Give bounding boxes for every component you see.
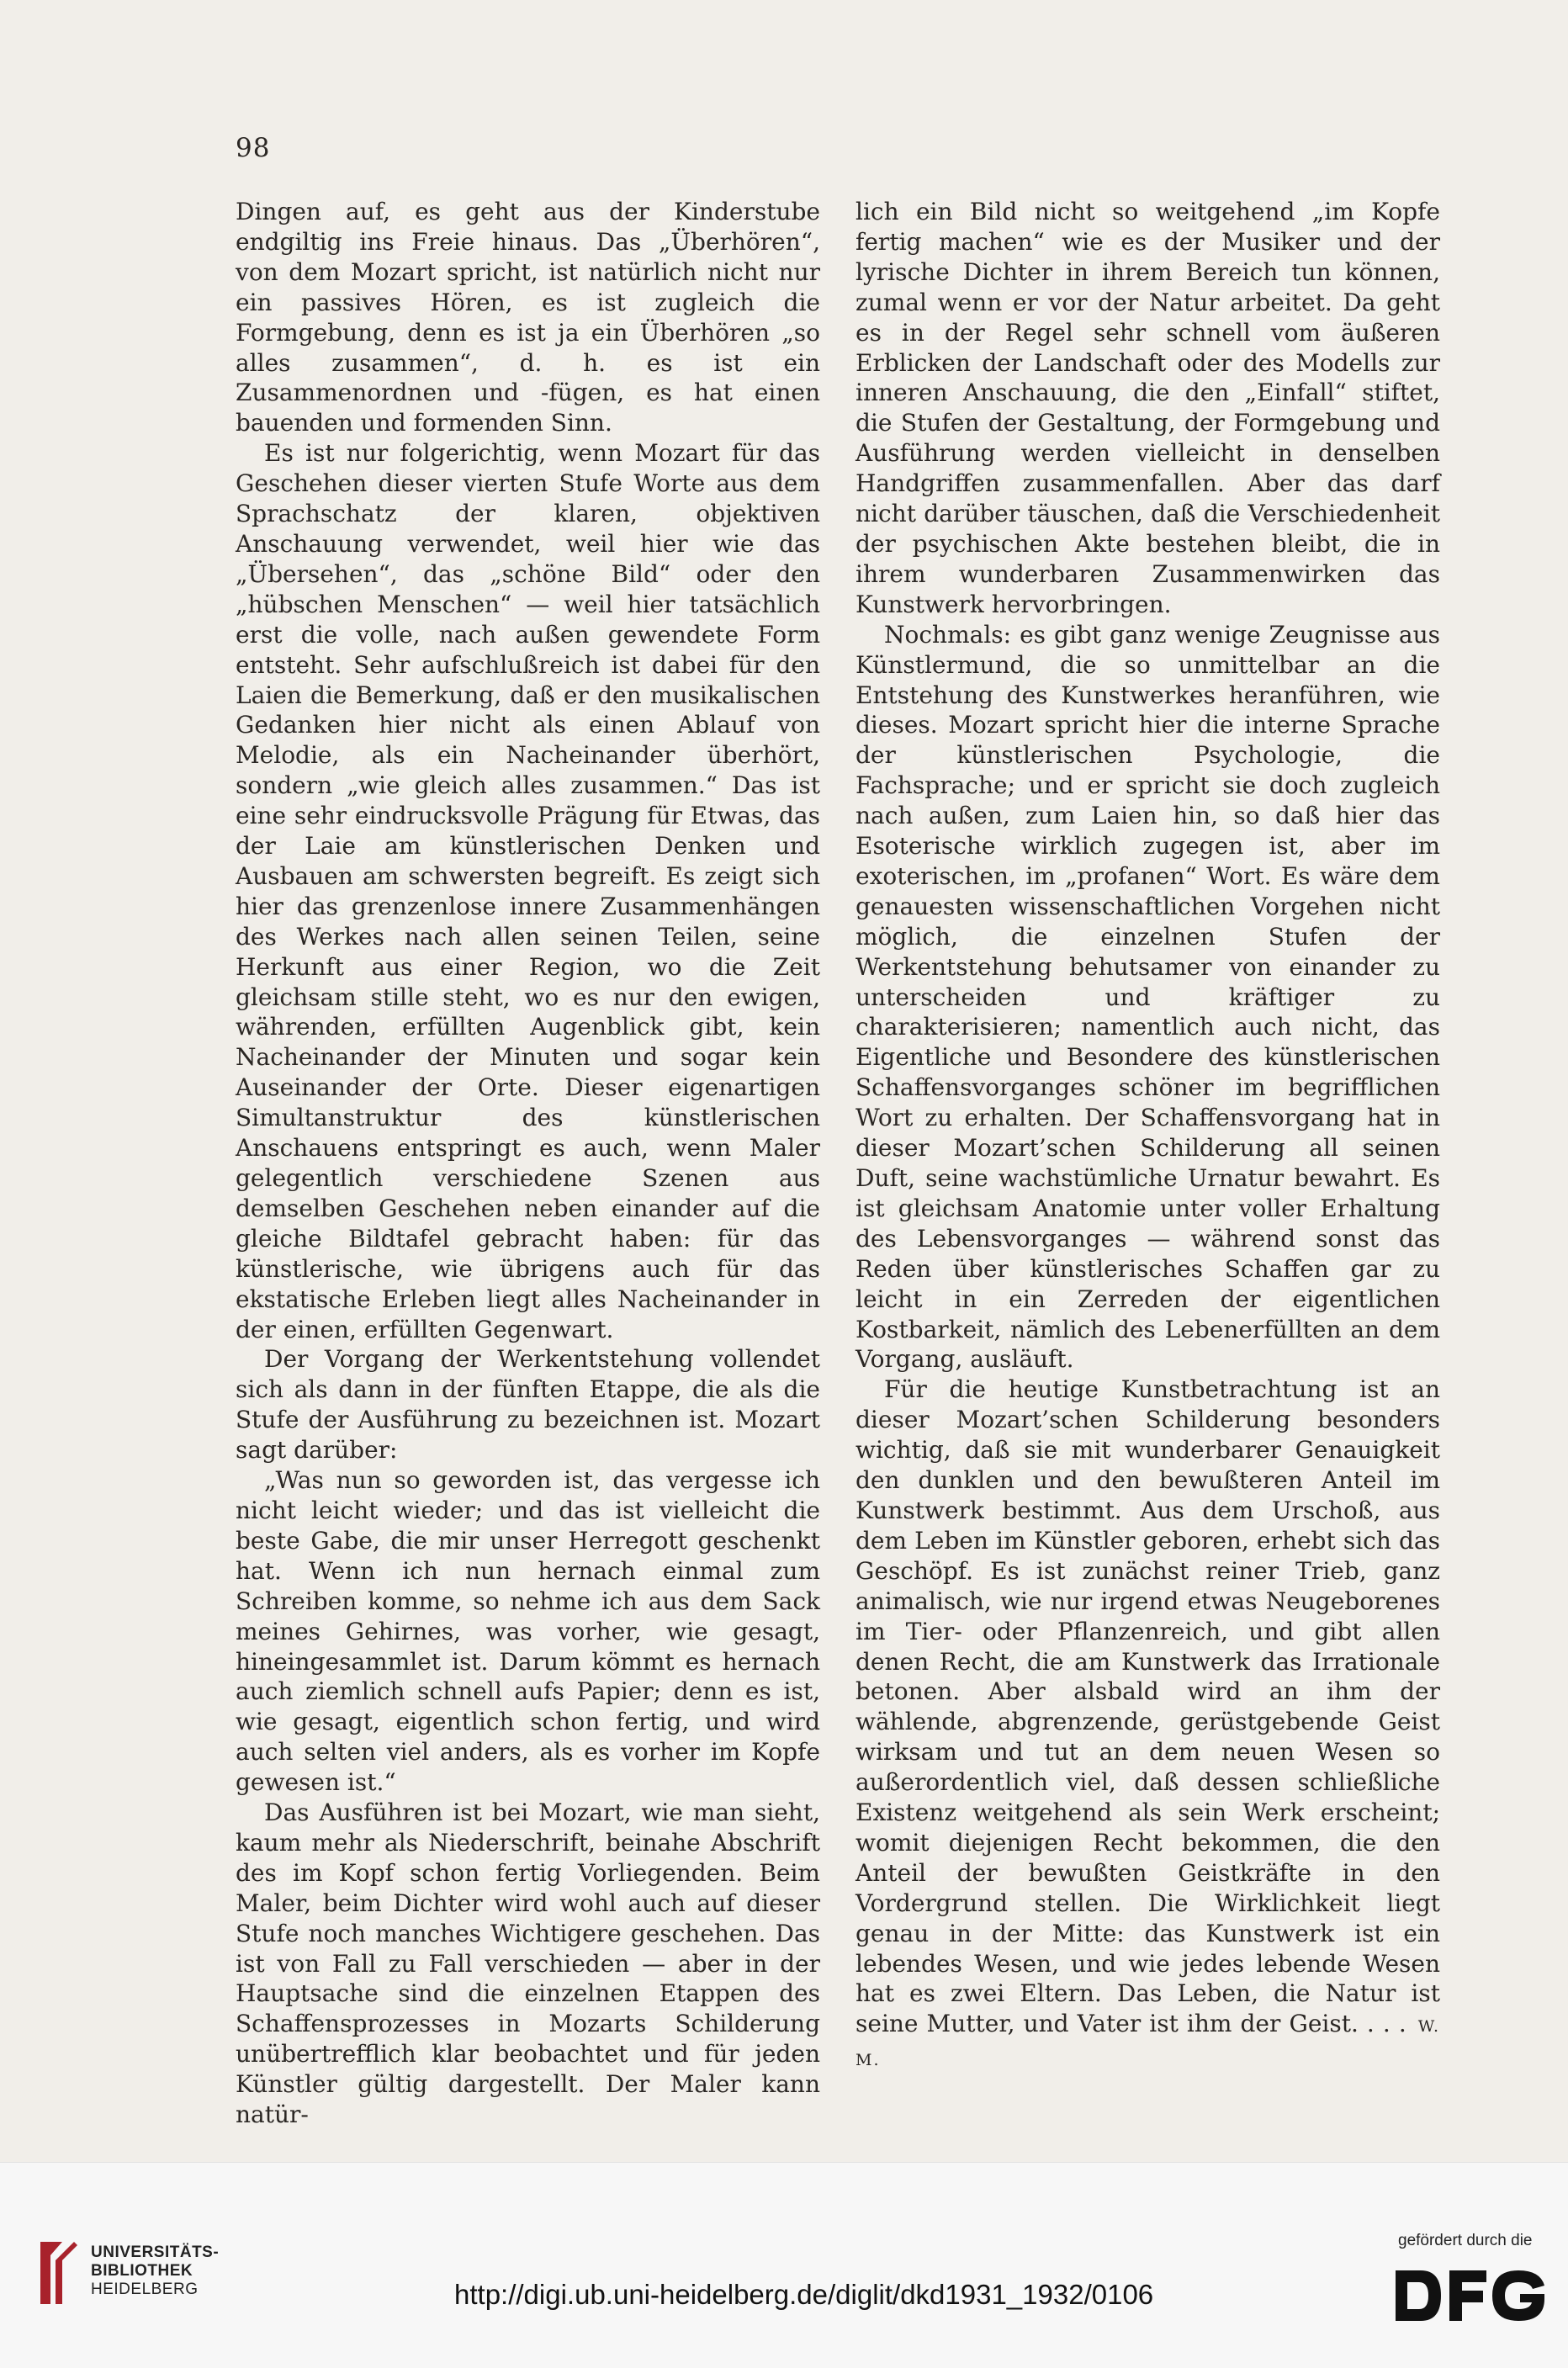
- ub-heidelberg-logo-icon: [34, 2237, 84, 2309]
- paragraph: Es ist nur folgerichtig, wenn Mozart für das Geschehen dieser vierten Stufe Worte aus dem Sprachschatz der klaren, objektiven Anschauung verwendet, weil hier wie das „Übersehen“, das „schöne Bild“ oder den „hübschen Menschen“ — weil hier tatsächlich erst die volle, nach außen gewendete Form entsteht. Sehr aufschlußreich ist dabei für den Laien die Bemerkung, daß er den musikalischen Gedanken hier nicht als einen Ablauf von Melodie, als ein Nacheinander überhört, sondern „wie gleich alles zusammen.“ Das ist eine sehr eindrucksvolle Prägung für Etwas, das der Laie am künstlerischen Denken und Ausbauen am schwersten begreift. Es zeigt sich hier das grenzenlose innere Zusammenhängen des Werkes nach allen seinen Teilen, seine Herkunft aus einer Region, wo die Zeit gleichsam stille steht, wo es nur den ewigen, währenden, erfüllten Augenblick gibt, kein Nacheinander der Minuten und sogar kein Auseinander der Orte. Dieser eigenartigen Simultanstruktur des künstlerischen Anschauens entspringt es auch, wenn Maler gelegentlich verschiedene Szenen aus demselben Geschehen neben einander auf die gleiche Bildtafel gebracht haben: für das künstlerische, wie übrigens auch für das ekstatische Erleben liegt alles Nacheinander in der einen, erfüllten Gegenwart.: [236, 439, 820, 1343]
- sponsor-caption: gefördert durch die: [1398, 2232, 1533, 2249]
- paragraph: Das Ausführen ist bei Mozart, wie man sieht, kaum mehr als Niederschrift, beinahe Abschrift des im Kopf schon fertig Vorliegenden. Beim Maler, beim Dichter wird wohl auch auf dieser Stufe noch manches Wichtigere geschehen. Das ist von Fall zu Fall verschieden — aber in der Hauptsache sind die einzelnen Etappen des Schaffensprozesses in Mozarts Schilderung unübertrefflich klar beobachtet und für jeden Künstler gültig dargestellt. Der Maler kann natür-: [236, 1799, 820, 2129]
- left-text-column: [236, 197, 820, 2130]
- library-name: [91, 2244, 219, 2299]
- paragraph: Dingen auf, es geht aus der Kinderstube endgiltig ins Freie hinaus. Das „Überhören“, von dem Mozart spricht, ist natürlich nicht nur ein passives Hören, es ist zugleich die Formgebung, denn es ist ja ein Überhören „so alles zusammen“, d. h. es ist ein Zusammenordnen und -fügen, es hat einen bauenden und formenden Sinn.: [236, 198, 820, 437]
- paragraph: Nochmals: es gibt ganz wenige Zeugnisse aus Künstlermund, die so unmittelbar an die Entstehung des Kunstwerkes heranführen, wie dieses. Mozart spricht hier die interne Sprache der künstlerischen Psychologie, die Fachsprache; und er spricht sie doch zugleich nach außen, zum Laien hin, so daß hier das Esoterische wirklich zugegen ist, aber im exoterischen, im „profanen“ Wort. Es wäre dem genauesten wissenschaftlichen Vorgehen nicht möglich, die einzelnen Stufen der Werkentstehung behutsamer von einander zu unterscheiden und kräftiger zu charakterisieren; namentlich auch nicht, das Eigentliche und Besondere des künstlerischen Schaffensvorganges schöner im begrifflichen Wort zu erhalten. Der Schaffensvorgang hat in dieser Mozart’schen Schilderung all seinen Duft, seine wachstümliche Urnatur bewahrt. Es ist gleichsam Anatomie unter voller Erhaltung des Lebensvorganges — während sonst das Reden über künstlerisches Schaffen gar zu leicht in ein Zerreden der eigentlichen Kostbarkeit, nämlich des Lebenerfüllten an dem Vorgang, ausläuft.: [856, 620, 1440, 1374]
- quotation: „Was nun so geworden ist, das vergesse ich nicht leicht wieder; und das ist vielleicht die beste Gabe, die mir unser Herregott geschenkt hat. Wenn ich nun hernach einmal zum Schreiben komme, so nehme ich aus dem Sack meines Gehirnes, was vorher, wie gesagt, hineingesammlet ist. Darum kömmt es hernach auch ziemlich schnell aufs Papier; denn es ist, wie gesagt, eigentlich schon fertig, und wird auch selten viel anders, als es vorher im Kopfe gewesen ist.“: [236, 1466, 820, 1797]
- library-name-line: UNIVERSITÄTS-: [91, 2244, 220, 2261]
- right-text-column: [856, 197, 1440, 2076]
- page-number: 98: [236, 133, 271, 163]
- author-signature: W. M.: [856, 2017, 1440, 2070]
- paragraph-text: Für die heutige Kunstbetrachtung ist an dieser Mozart’schen Schilderung besonders wichtig, daß sie mit wunderbarer Genauigkeit den dunklen und den bewußteren Anteil im Kunstwerk bestimmt. Aus dem Urschoß, aus dem Leben im Künstler geboren, erhebt sich das Geschöpf. Es ist zunächst reiner Trieb, ganz animalisch, wie nur irgend etwas Neugeborenes im Tier- oder Pflanzenreich, und gibt allen denen Recht, die am Kunstwerk das Irrationale betonen. Aber alsbald wird an ihm der wählende, abgrenzende, gerüstgebende Geist wirksam und tut an dem neuen Wesen so außerordentlich viel, daß dessen schließliche Existenz weitgehend als sein Werk erscheint; womit diejenigen Recht bekommen, die den Anteil der bewußten Geistkräfte in den Vordergrund stellen. Die Wirklichkeit liegt genau in der Mitte: das Kunstwerk ist ein lebendes Wesen, und wie jedes lebende Wesen hat es zwei Eltern. Das Leben, die Natur ist seine Mutter, und Vater ist ihm der Geist. . . .: [856, 1375, 1440, 2038]
- digitization-footer: [0, 2162, 1568, 2368]
- dfg-logo-icon: [1392, 2262, 1548, 2329]
- library-name-line: BIBLIOTHEK: [91, 2262, 193, 2280]
- paragraph: lich ein Bild nicht so weitgehend „im Kopfe fertig machen“ wie es der Musiker und der lyrische Dichter in ihrem Bereich tun können, zumal wenn er vor der Natur arbeitet. Da geht es in der Regel sehr schnell vom äußeren Erblicken der Landschaft oder des Modells zur inneren Anschauung, die den „Einfall“ stiftet, die Stufen der Gestaltung, der Formgebung und Ausführung werden vielleicht in denselben Handgriffen zusammenfallen. Aber das darf nicht darüber täuschen, daß die Verschiedenheit der psychischen Akte bestehen bleibt, die in ihrem wunderbaren Zusammenwirken das Kunstwerk hervorbringen.: [856, 198, 1440, 618]
- paragraph: [856, 1375, 1440, 2076]
- source-url-link[interactable]: http://digi.ub.uni-heidelberg.de/diglit/dkd1931_1932/0106: [454, 2279, 1154, 2310]
- library-name-line: HEIDELBERG: [91, 2281, 199, 2298]
- paragraph: Der Vorgang der Werkentstehung vollendet sich als dann in der fünften Etappe, die als die Stufe der Ausführung zu bezeichnen ist. Mozart sagt darüber:: [236, 1345, 820, 1465]
